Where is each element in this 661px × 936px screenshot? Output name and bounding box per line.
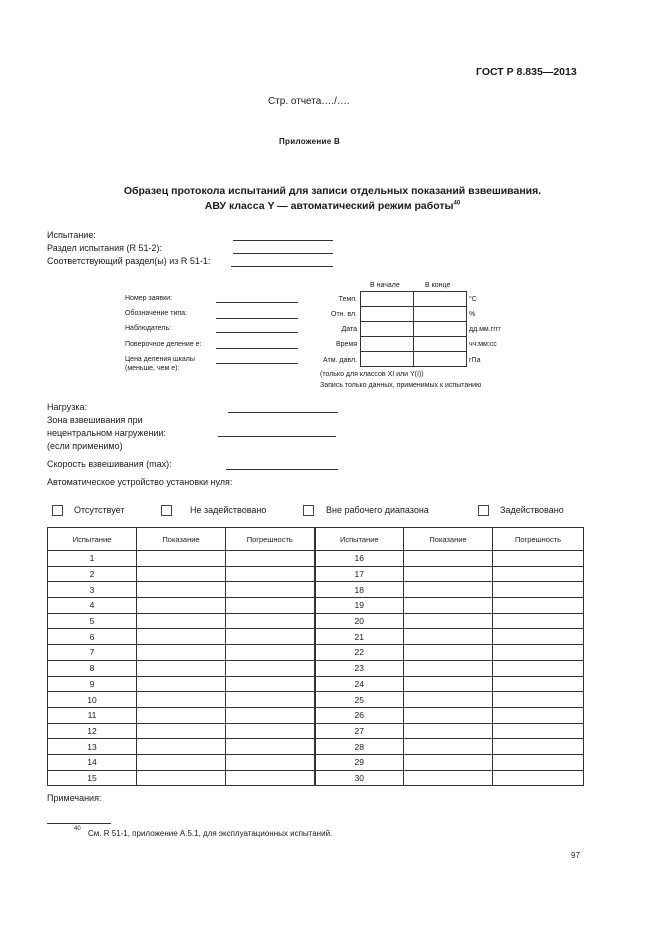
table-row (48, 770, 584, 786)
reading-cell[interactable] (137, 566, 226, 582)
table-row (48, 566, 584, 582)
table-row (48, 723, 584, 739)
conditions-note-applicable: Запись только данных, применимых к испытанию (320, 382, 482, 389)
reading-cell[interactable] (404, 770, 493, 786)
title-footnote-ref: 40 (453, 200, 461, 207)
test-number-cell: 17 (315, 566, 404, 582)
condition-cell[interactable] (361, 337, 414, 352)
condition-unit: чч:мм:сс (469, 341, 497, 348)
reading-cell[interactable] (137, 754, 226, 770)
condition-cell[interactable] (414, 307, 467, 322)
error-cell[interactable] (226, 629, 315, 645)
error-cell[interactable] (226, 660, 315, 676)
table-row (48, 754, 584, 770)
column-header: Показание (137, 528, 226, 551)
conditions-table (360, 291, 467, 367)
error-cell[interactable] (226, 645, 315, 661)
speed-label: Скорость взвешивания (max): (47, 459, 172, 469)
column-header: Погрешность (226, 528, 315, 551)
reading-cell[interactable] (137, 598, 226, 614)
error-cell[interactable] (226, 566, 315, 582)
error-cell[interactable] (493, 676, 584, 692)
test-number-cell: 25 (315, 692, 404, 708)
error-cell[interactable] (226, 551, 315, 567)
condition-cell[interactable] (414, 292, 467, 307)
reading-cell[interactable] (137, 629, 226, 645)
condition-cell[interactable] (361, 322, 414, 337)
condition-cell[interactable] (361, 307, 414, 322)
appendix-heading: Приложение В (279, 137, 341, 146)
zone-label-line1: Зона взвешивания при (47, 415, 143, 425)
condition-label: Темп. (338, 296, 357, 303)
conditions-end-header: В конце (425, 282, 451, 289)
not-engaged-option-label: Не задействовано (190, 505, 267, 515)
condition-unit: °C (469, 296, 477, 303)
error-cell[interactable] (493, 551, 584, 567)
reading-cell[interactable] (404, 629, 493, 645)
test-number-cell: 4 (48, 598, 137, 614)
test-label: Испытание: (47, 230, 96, 240)
corresponding-section-blank (231, 266, 333, 267)
reading-cell[interactable] (137, 770, 226, 786)
condition-unit: % (469, 311, 476, 318)
verification-interval-label: Поверочное деление e: (125, 341, 202, 348)
test-number-cell: 18 (315, 582, 404, 598)
observer-blank (216, 332, 298, 333)
zone-blank (218, 436, 336, 437)
reading-cell[interactable] (137, 692, 226, 708)
table-row (48, 629, 584, 645)
notes-label: Примечания: (47, 793, 102, 803)
test-number-cell: 22 (315, 645, 404, 661)
reading-cell[interactable] (404, 566, 493, 582)
error-cell[interactable] (493, 629, 584, 645)
footnote-text: См. R 51-1, приложение А.5.1, для эксплуатационных испытаний. (88, 829, 333, 838)
scale-interval-blank (216, 363, 298, 364)
column-header: Испытание (315, 528, 404, 551)
error-cell[interactable] (226, 582, 315, 598)
test-number-cell: 13 (48, 739, 137, 755)
test-number-cell: 23 (315, 660, 404, 676)
engaged-checkbox[interactable] (478, 505, 489, 516)
error-cell[interactable] (493, 723, 584, 739)
column-header: Испытание (48, 528, 137, 551)
reading-cell[interactable] (404, 613, 493, 629)
reading-cell[interactable] (404, 723, 493, 739)
table-row (48, 598, 584, 614)
report-page-reference: Стр. отчета…./…. (268, 96, 350, 107)
table-row (48, 676, 584, 692)
out-of-range-checkbox[interactable] (303, 505, 314, 516)
type-designation-blank (216, 318, 298, 319)
error-cell[interactable] (493, 754, 584, 770)
condition-unit: гПа (469, 357, 481, 364)
request-number-label: Номер заявки: (125, 295, 173, 302)
title-text: АВУ класса Y — автоматический режим работы (204, 200, 454, 212)
test-number-cell: 24 (315, 676, 404, 692)
speed-blank (226, 469, 338, 470)
table-row (48, 551, 584, 567)
reading-cell[interactable] (137, 613, 226, 629)
error-cell[interactable] (493, 598, 584, 614)
footnote-separator (47, 823, 111, 824)
table-row (48, 739, 584, 755)
error-cell[interactable] (493, 582, 584, 598)
test-number-cell: 3 (48, 582, 137, 598)
reading-cell[interactable] (404, 754, 493, 770)
test-number-cell: 20 (315, 613, 404, 629)
error-cell[interactable] (226, 754, 315, 770)
footnote-mark: 40 (74, 826, 81, 832)
standard-number: ГОСТ Р 8.835—2013 (476, 66, 577, 78)
table-row (48, 582, 584, 598)
error-cell[interactable] (226, 692, 315, 708)
results-table-body (48, 551, 584, 786)
test-number-cell: 11 (48, 707, 137, 723)
test-number-cell: 16 (315, 551, 404, 567)
engaged-option-label: Задействовано (500, 505, 564, 515)
reading-cell[interactable] (137, 582, 226, 598)
test-number-cell: 8 (48, 660, 137, 676)
condition-label: Время (335, 341, 357, 348)
test-number-cell: 14 (48, 754, 137, 770)
test-number-cell: 9 (48, 676, 137, 692)
test-number-cell: 7 (48, 645, 137, 661)
test-number-cell: 1 (48, 551, 137, 567)
zone-label-line2: нецентральном нагружении: (47, 428, 167, 438)
reading-cell[interactable] (404, 645, 493, 661)
document-title-line2 (60, 200, 605, 212)
error-cell[interactable] (493, 692, 584, 708)
test-number-cell: 2 (48, 566, 137, 582)
error-cell[interactable] (493, 660, 584, 676)
page-number: 97 (571, 851, 580, 860)
section-label: Раздел испытания (R 51-2): (47, 243, 163, 253)
request-number-blank (216, 302, 298, 303)
reading-cell[interactable] (404, 739, 493, 755)
test-number-cell: 26 (315, 707, 404, 723)
reading-cell[interactable] (137, 645, 226, 661)
condition-label: Дата (341, 326, 357, 333)
condition-unit: дд.мм.гггг (469, 326, 501, 333)
scale-interval-label-line2: (меньше, чем e): (125, 365, 180, 372)
table-row (48, 645, 584, 661)
error-cell[interactable] (226, 739, 315, 755)
condition-label: Отн. вл. (331, 311, 357, 318)
error-cell[interactable] (493, 707, 584, 723)
table-row (48, 707, 584, 723)
zone-label-line3: (если применимо) (47, 441, 123, 451)
table-row (48, 613, 584, 629)
error-cell[interactable] (493, 770, 584, 786)
test-number-cell: 6 (48, 629, 137, 645)
error-cell[interactable] (493, 613, 584, 629)
error-cell[interactable] (226, 723, 315, 739)
out-of-range-option-label: Вне рабочего диапазона (326, 505, 429, 515)
load-label: Нагрузка: (47, 402, 87, 412)
test-number-cell: 5 (48, 613, 137, 629)
verification-interval-blank (216, 348, 298, 349)
condition-cell[interactable] (361, 292, 414, 307)
reading-cell[interactable] (404, 676, 493, 692)
test-number-cell: 15 (48, 770, 137, 786)
auto-zero-label: Автоматическое устройство установки нуля: (47, 477, 233, 487)
reading-cell[interactable] (404, 598, 493, 614)
type-designation-label: Обозначение типа: (125, 310, 187, 317)
conditions-note-classes: (только для классов XI или Y(I)) (320, 371, 424, 378)
reading-cell[interactable] (137, 739, 226, 755)
reading-cell[interactable] (137, 660, 226, 676)
reading-cell[interactable] (137, 551, 226, 567)
reading-cell[interactable] (404, 582, 493, 598)
column-header: Показание (404, 528, 493, 551)
observer-label: Наблюдатель: (125, 325, 172, 332)
not-engaged-checkbox[interactable] (161, 505, 172, 516)
reading-cell[interactable] (137, 707, 226, 723)
condition-label: Атм. давл. (323, 357, 357, 364)
test-number-cell: 30 (315, 770, 404, 786)
error-cell[interactable] (226, 613, 315, 629)
condition-cell[interactable] (361, 352, 414, 367)
error-cell[interactable] (226, 770, 315, 786)
load-blank (228, 412, 338, 413)
reading-cell[interactable] (137, 723, 226, 739)
table-row (48, 692, 584, 708)
condition-cell[interactable] (414, 322, 467, 337)
conditions-start-header: В начале (370, 282, 400, 289)
test-number-cell: 29 (315, 754, 404, 770)
condition-cell[interactable] (414, 337, 467, 352)
test-number-cell: 21 (315, 629, 404, 645)
test-blank (233, 240, 333, 241)
error-cell[interactable] (226, 598, 315, 614)
section-blank (233, 253, 333, 254)
test-number-cell: 10 (48, 692, 137, 708)
absent-option-label: Отсутствует (74, 505, 125, 515)
document-title-line1: Образец протокола испытаний для записи отдельных показаний взвешивания. (123, 185, 542, 197)
test-number-cell: 27 (315, 723, 404, 739)
reading-cell[interactable] (404, 707, 493, 723)
test-number-cell: 28 (315, 739, 404, 755)
scale-interval-label-line1: Цена деления шкалы (125, 356, 195, 363)
error-cell[interactable] (493, 566, 584, 582)
test-number-cell: 19 (315, 598, 404, 614)
reading-cell[interactable] (137, 676, 226, 692)
condition-cell[interactable] (414, 352, 467, 367)
error-cell[interactable] (493, 645, 584, 661)
reading-cell[interactable] (404, 660, 493, 676)
error-cell[interactable] (226, 676, 315, 692)
reading-cell[interactable] (404, 692, 493, 708)
results-table (47, 527, 584, 786)
test-number-cell: 12 (48, 723, 137, 739)
error-cell[interactable] (493, 739, 584, 755)
error-cell[interactable] (226, 707, 315, 723)
table-row (48, 660, 584, 676)
corresponding-section-label: Соответствующий раздел(ы) из R 51-1: (47, 256, 211, 266)
absent-checkbox[interactable] (52, 505, 63, 516)
column-header: Погрешность (493, 528, 584, 551)
reading-cell[interactable] (404, 551, 493, 567)
